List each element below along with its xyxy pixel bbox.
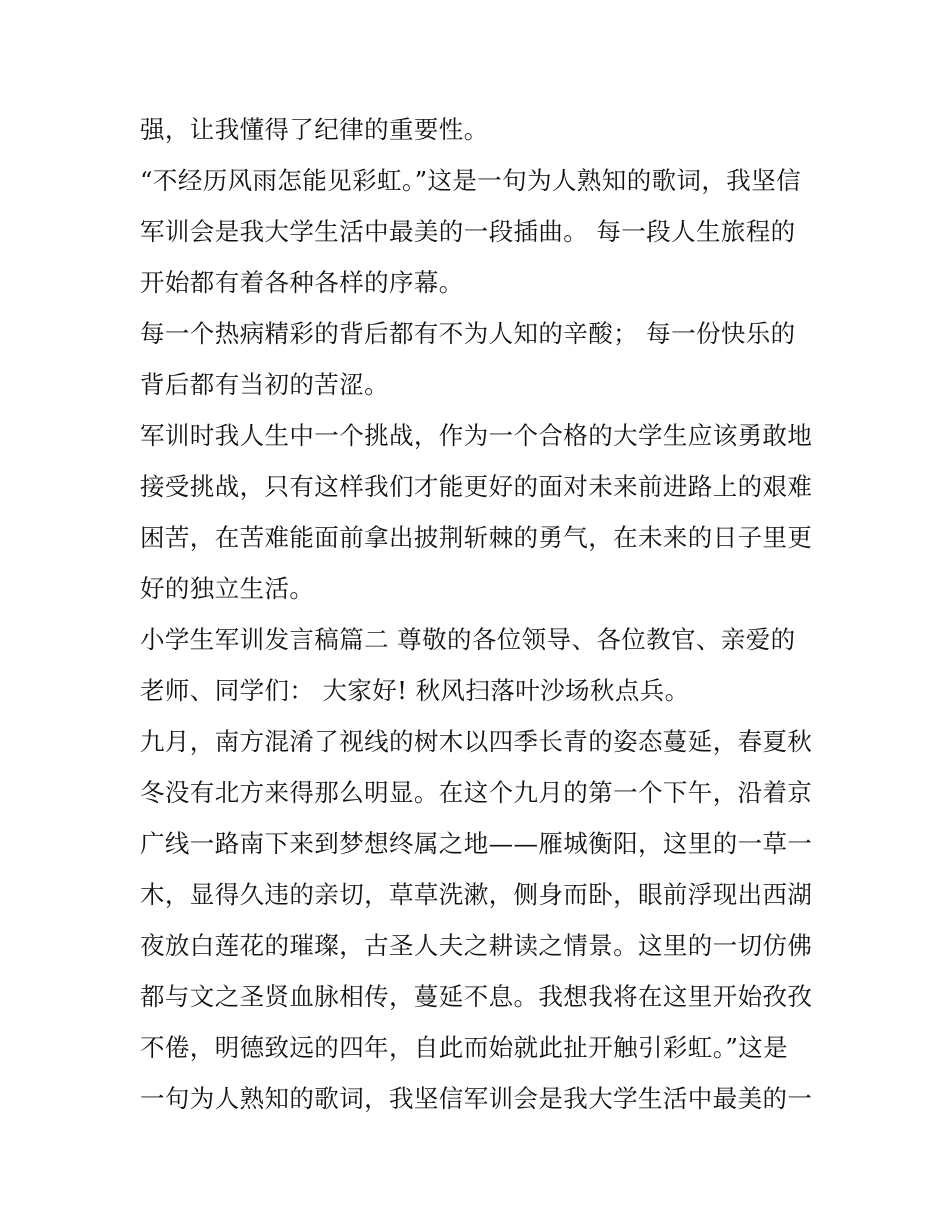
text-line: “不经历风雨怎能见彩虹。”这是一句为人熟知的歌词，我坚信 bbox=[140, 166, 801, 195]
text-line: 一句为人熟知的歌词，我坚信军训会是我大学生活中最美的一 bbox=[140, 1084, 813, 1113]
text-line: 好的独立生活。 bbox=[140, 574, 315, 603]
text-line: 每一个热病精彩的背后都有不为人知的辛酸； 每一份快乐的 bbox=[140, 319, 796, 348]
text-line: 广线一路南下来到梦想终属之地——雁城衡阳，这里的一草一 bbox=[140, 829, 813, 858]
text-line: 接受挑战，只有这样我们才能更好的面对未来前进路上的艰难 bbox=[140, 472, 813, 501]
text-line: 开始都有着各种各样的序幕。 bbox=[140, 268, 464, 297]
document-body bbox=[140, 104, 820, 1124]
text-line: 都与文之圣贤血脉相传，蔓延不息。我想我将在这里开始孜孜 bbox=[140, 982, 813, 1011]
text-line: 背后都有当初的苦涩。 bbox=[140, 370, 389, 399]
text-line: 小学生军训发言稿篇二 尊敬的各位领导、各位教官、亲爱的 bbox=[140, 625, 796, 654]
text-line: 强，让我懂得了纪律的重要性。 bbox=[140, 115, 489, 144]
text-line: 困苦，在苦难能面前拿出披荆斩棘的勇气，在未来的日子里更 bbox=[140, 523, 813, 552]
text-line: 军训时我人生中一个挑战，作为一个合格的大学生应该勇敢地 bbox=[140, 421, 813, 450]
text-line: 夜放白莲花的璀璨，古圣人夫之耕读之情景。这里的一切仿佛 bbox=[140, 931, 813, 960]
text-line: 不倦，明德致远的四年，自此而始就此扯开触引彩虹。”这是 bbox=[140, 1033, 789, 1062]
text-line: 军训会是我大学生活中最美的一段插曲。 每一段人生旅程的 bbox=[140, 217, 796, 246]
text-line: 老师、同学们： 大家好! 秋风扫落叶沙场秋点兵。 bbox=[140, 676, 690, 705]
text-line: 冬没有北方来得那么明显。在这个九月的第一个下午，沿着京 bbox=[140, 778, 813, 807]
text-line: 木，显得久违的亲切，草草洗漱，侧身而卧，眼前浮现出西湖 bbox=[140, 880, 813, 909]
text-line: 九月，南方混淆了视线的树木以四季长青的姿态蔓延，春夏秋 bbox=[140, 727, 813, 756]
